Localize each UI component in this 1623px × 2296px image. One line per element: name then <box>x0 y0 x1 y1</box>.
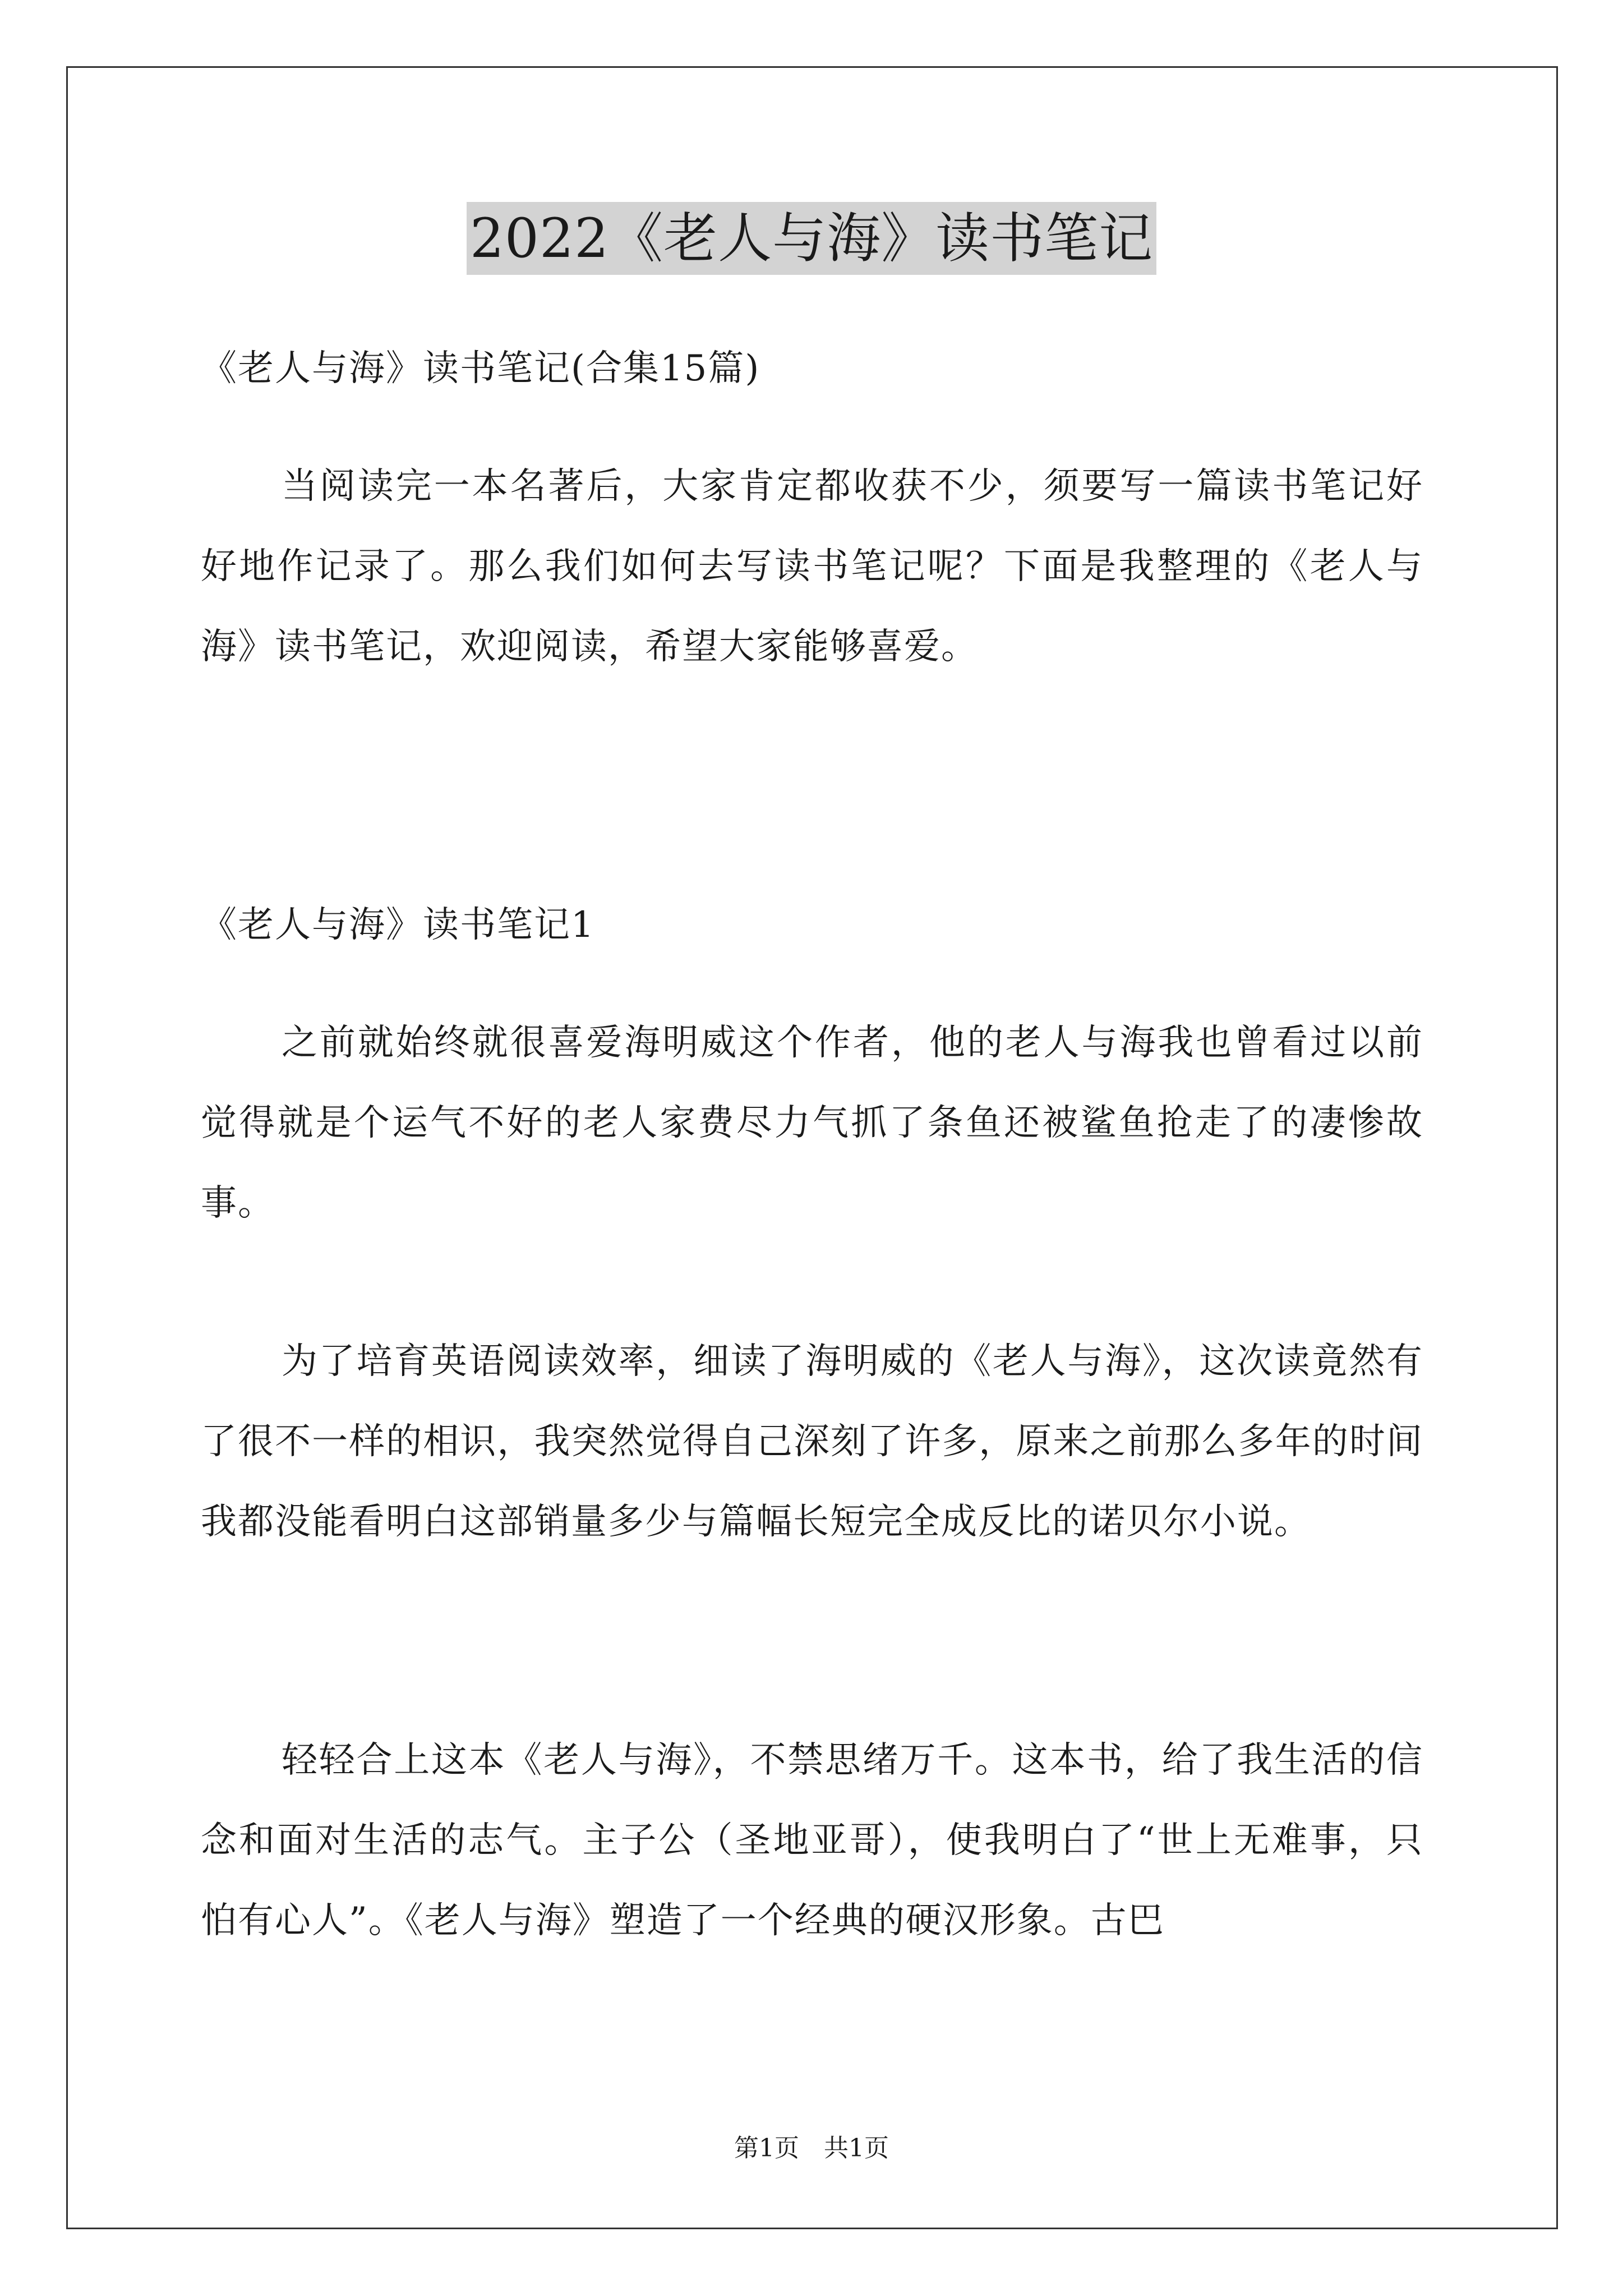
intro-paragraph: 当阅读完一本名著后，大家肯定都收获不少，须要写一篇读书笔记好好地作记录了。那么我们如何去写读书笔记呢？下面是我整理的《老人与海》读书笔记，欢迎阅读，希望大家能够喜爱。 <box>201 466 1423 668</box>
document-title: 2022《老人与海》读书笔记 <box>467 202 1156 275</box>
body-paragraph: 之前就始终就很喜爱海明威这个作者，他的老人与海我也曾看过以前觉得就是个运气不好的老人家费尽力气抓了条鱼还被鲨鱼抢走了的凄惨故事。 <box>201 1022 1423 1224</box>
body-paragraph: 轻轻合上这本《老人与海》，不禁思绪万千。这本书，给了我生活的信念和面对生活的志气。主子公（圣地亚哥），使我明白了“世上无难事，只怕有心人”。《老人与海》塑造了一个经典的硬汉形象。古巴 <box>201 1740 1423 1941</box>
title-container <box>0 202 1623 275</box>
page-footer: 第1页 共1页 <box>734 2134 889 2162</box>
section-heading: 《老人与海》读书笔记1 <box>201 904 595 946</box>
subtitle: 《老人与海》读书笔记(合集15篇) <box>201 348 760 389</box>
body-paragraph: 为了培育英语阅读效率，细读了海明威的《老人与海》，这次读竟然有了很不一样的相识，我突然觉得自己深刻了许多，原来之前那么多年的时间我都没能看明白这部销量多少与篇幅长短完全成反比的诺贝尔小说。 <box>201 1341 1423 1543</box>
